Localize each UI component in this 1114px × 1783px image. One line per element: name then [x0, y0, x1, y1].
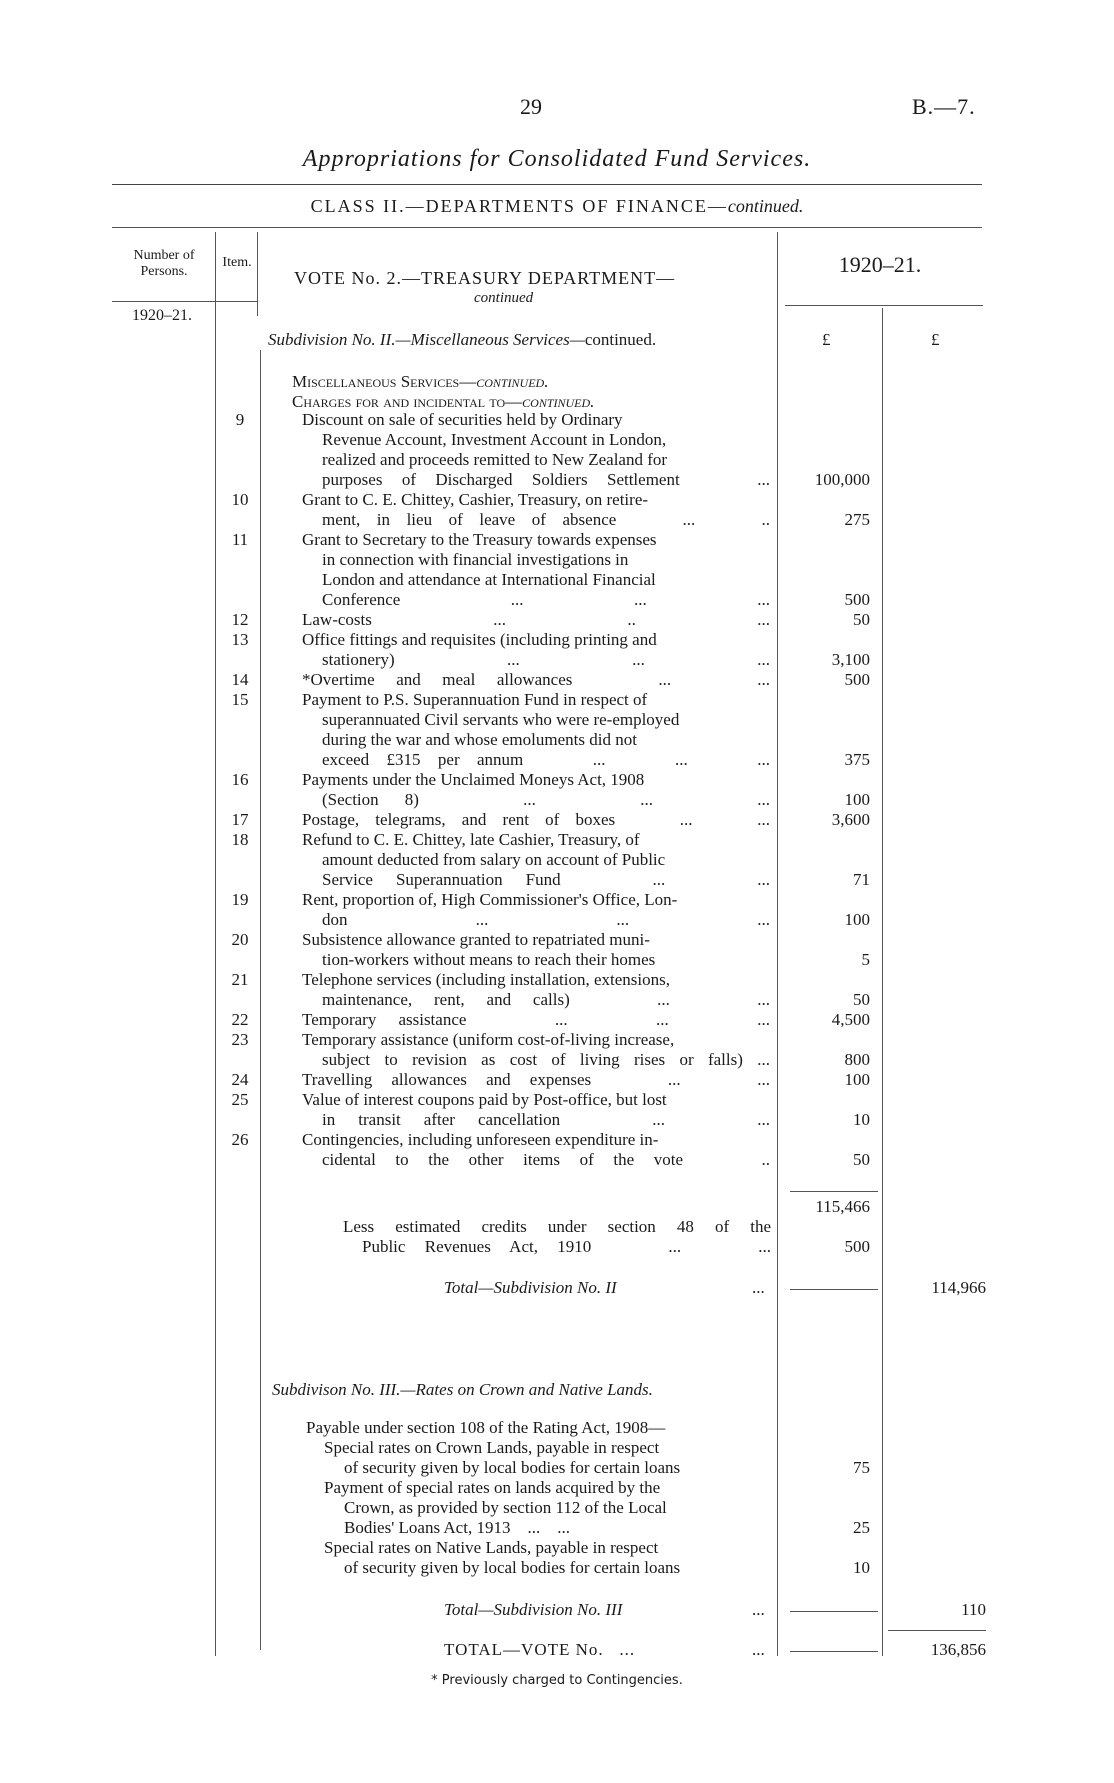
item-number: 14	[231, 670, 249, 689]
item-description	[302, 690, 770, 770]
page-title: Appropriations for Consolidated Fund Services.	[302, 146, 812, 172]
item-description-line: ment, in lieu of leave of absence ... ..	[322, 510, 770, 529]
item-description-line: Special rates on Native Lands, payable in respect	[324, 1538, 659, 1557]
item-description-line: cidental to the other items of the vote ..	[322, 1150, 770, 1169]
subdivision-3-total-label: Total—Subdivision No. III	[444, 1600, 623, 1619]
grand-total-rule	[790, 1651, 878, 1652]
item-number: 22	[231, 1010, 249, 1029]
page-number: 29	[520, 94, 542, 119]
item-amount: 5	[861, 950, 870, 969]
item-amount: 25	[853, 1518, 870, 1537]
item-number: 26	[231, 1130, 249, 1149]
item-description-line: Special rates on Crown Lands, payable in respect	[324, 1438, 660, 1457]
grand-total-top-rule	[888, 1630, 986, 1631]
item-description-line: in connection with financial investigations in	[322, 550, 629, 569]
item-description-line: *Overtime and meal allowances ... ...	[302, 670, 770, 689]
number-of-persons-header: Number of Persons.	[133, 248, 195, 279]
item-description-line: during the war and whose emoluments did not	[322, 730, 637, 749]
item-number: 19	[231, 890, 249, 909]
item-number: 16	[231, 770, 249, 789]
item-amount: 100	[844, 910, 870, 929]
item-description-line: Payments under the Unclaimed Moneys Act, 1908	[302, 770, 645, 789]
item-description	[324, 1538, 770, 1578]
pound-header-2: £	[931, 330, 940, 349]
item-description-line: (Section 8) ... ... ...	[322, 790, 770, 809]
less-credits-line-1: Less estimated credits under section 48 of the	[343, 1217, 771, 1236]
item-description-line: Payment to P.S. Superannuation Fund in respect of	[302, 690, 648, 709]
item-number: 12	[231, 610, 249, 629]
item-number: 15	[231, 690, 249, 709]
item-description-line: Contingencies, including unforeseen expenditure in-	[302, 1130, 659, 1149]
item-description	[324, 1478, 770, 1538]
item-amount: 100,000	[814, 470, 870, 489]
item-number: 9	[235, 410, 245, 429]
item-amount: 50	[853, 1150, 870, 1169]
item-description-line: tion-workers without means to reach their homes	[322, 950, 656, 969]
item-description	[302, 1090, 770, 1130]
less-credits-line-2: Public Revenues Act, 1910 ... ...	[362, 1237, 771, 1256]
item-description-line: Bodies' Loans Act, 1913 ... ...	[344, 1518, 570, 1537]
subdivision-2-title-cont: continued.	[584, 330, 657, 349]
persons-under-rule	[112, 301, 257, 302]
item-amount: 71	[853, 870, 870, 889]
charges-heading	[292, 392, 594, 412]
amount-col-line	[882, 308, 883, 1656]
item-description	[302, 610, 770, 630]
year-header: 1920–21.	[838, 252, 922, 277]
charges-text: Charges for and incidental to—	[292, 392, 523, 411]
misc-services-cont: continued.	[476, 372, 549, 391]
subdivision-3-total: 110	[961, 1600, 986, 1619]
item-number: 25	[231, 1090, 249, 1109]
item-description-line: Subsistence allowance granted to repatriated muni-	[302, 930, 650, 949]
item-number: 21	[231, 970, 249, 989]
item-description	[302, 630, 770, 670]
item-description-line: Service Superannuation Fund ... ...	[322, 870, 770, 889]
item-number: 11	[231, 530, 249, 549]
grand-total-label: TOTAL—VOTE No. ...	[444, 1640, 636, 1659]
subdivision-2-total: 114,966	[931, 1278, 986, 1297]
subdivision-2-total-label: Total—Subdivision No. II	[444, 1278, 617, 1297]
item-description	[302, 530, 770, 610]
item-number: 17	[231, 810, 249, 829]
item-description-line: Crown, as provided by section 112 of the Local	[344, 1498, 667, 1517]
item-description-line: in transit after cancellation ... ...	[322, 1110, 770, 1129]
item-description	[302, 490, 770, 530]
subdivision-3-intro: Payable under section 108 of the Rating Act, 1908—	[306, 1418, 666, 1437]
subdivision-2-subtotal: 115,466	[815, 1197, 870, 1216]
subtotal-rule	[790, 1191, 878, 1192]
item-description	[302, 1070, 770, 1090]
item-amount: 375	[844, 750, 870, 769]
item-description-line: subject to revision as cost of living rises or falls) ...	[322, 1050, 770, 1069]
item-description	[324, 1438, 770, 1478]
item-description-line: of security given by local bodies for certain loans	[344, 1458, 681, 1477]
item-description	[302, 830, 770, 890]
item-amount: 3,600	[831, 810, 870, 829]
item-number: 13	[231, 630, 249, 649]
subdivision-2-title-text: Subdivision No. II.—Miscellaneous Services—	[268, 330, 585, 349]
subdivision-2-title	[268, 330, 656, 350]
subdivision-2-total-dots: ...	[752, 1278, 765, 1297]
item-description-line: Postage, telegrams, and rent of boxes ... ...	[302, 810, 770, 829]
subdivision-3-total-dots: ...	[752, 1600, 765, 1619]
item-description-line: of security given by local bodies for certain loans	[344, 1558, 681, 1577]
item-number: 24	[231, 1070, 249, 1089]
item-description-line: exceed £315 per annum ... ... ...	[322, 750, 770, 769]
item-description-line: Rent, proportion of, High Commissioner's Office, Lon-	[302, 890, 678, 909]
item-amount: 275	[844, 510, 870, 529]
item-description	[302, 1130, 770, 1170]
table-top-rule	[112, 227, 982, 228]
item-amount: 10	[853, 1558, 870, 1577]
item-description-line: Office fittings and requisites (including printing and	[302, 630, 657, 649]
page-code: B.—7.	[912, 94, 976, 119]
item-description-line: Value of interest coupons paid by Post-office, but lost	[302, 1090, 667, 1109]
item-amount: 800	[844, 1050, 870, 1069]
item-description-line: Refund to C. E. Chittey, late Cashier, Treasury, of	[302, 830, 640, 849]
grand-total-amount: 136,856	[930, 1640, 986, 1659]
charges-cont: continued.	[522, 392, 595, 411]
item-amount: 100	[844, 1070, 870, 1089]
item-amount: 4,500	[831, 1010, 870, 1029]
class-title-cont: continued.	[727, 196, 804, 216]
item-description-line: don ... ... ...	[322, 910, 770, 929]
class-title-text: CLASS II.—DEPARTMENTS OF FINANCE—	[310, 196, 728, 216]
item-description-line: superannuated Civil servants who were re-employed	[322, 710, 680, 729]
item-description-line: amount deducted from salary on account of Public	[322, 850, 666, 869]
item-number: 20	[231, 930, 249, 949]
item-col-line	[257, 232, 258, 316]
item-description-line: Telephone services (including installation, extensions,	[302, 970, 670, 989]
item-description-line: Law-costs ... .. ...	[302, 610, 770, 629]
item-amount: 10	[853, 1110, 870, 1129]
item-amount: 500	[844, 670, 870, 689]
item-amount: 3,100	[831, 650, 870, 669]
item-amount: 100	[844, 790, 870, 809]
item-description-line: Grant to Secretary to the Treasury towards expenses	[302, 530, 657, 549]
title-rule	[112, 184, 982, 185]
item-description-line: purposes of Discharged Soldiers Settlement ...	[322, 470, 770, 489]
grand-total-dots: ...	[752, 1640, 765, 1659]
vote-title: VOTE No. 2.—TREASURY DEPARTMENT—	[294, 268, 676, 288]
year-under-rule	[785, 305, 983, 306]
pound-header-1: £	[822, 330, 831, 349]
item-description	[302, 930, 770, 970]
misc-services-heading	[292, 372, 548, 392]
item-description	[302, 970, 770, 1010]
item-header: Item.	[222, 255, 252, 270]
item-amount: 50	[853, 610, 870, 629]
subdivision-3-total-rule	[790, 1611, 878, 1612]
misc-services-text: Miscellaneous Services—	[292, 372, 477, 391]
desc-col-line	[777, 232, 778, 1656]
item-description-line: realized and proceeds remitted to New Zealand for	[322, 450, 668, 469]
item-description-line: Discount on sale of securities held by Ordinary	[302, 410, 623, 429]
footnote: * Previously charged to Contingencies.	[431, 1673, 683, 1688]
item-description	[302, 1010, 770, 1030]
persons-year-header: 1920–21.	[132, 307, 192, 324]
item-description-line: stationery) ... ... ...	[322, 650, 770, 669]
item-number: 10	[231, 490, 249, 509]
item-description-line: maintenance, rent, and calls) ... ...	[322, 990, 770, 1009]
subdivision-2-total-rule	[790, 1289, 878, 1290]
item-description	[302, 1030, 770, 1070]
item-description-line: Grant to C. E. Chittey, Cashier, Treasury, on retire-	[302, 490, 649, 509]
item-amount: 500	[844, 590, 870, 609]
item-description-line: Conference ... ... ...	[322, 590, 770, 609]
item-description-line: Revenue Account, Investment Account in London,	[322, 430, 667, 449]
item-amount: 75	[853, 1458, 870, 1477]
item-description	[302, 670, 770, 690]
item-description	[302, 890, 770, 930]
item-description-line: Payment of special rates on lands acquired by the	[324, 1478, 661, 1497]
item-description-line: London and attendance at International Financial	[322, 570, 656, 589]
item-description-line: Temporary assistance (uniform cost-of-living increase,	[302, 1030, 675, 1049]
item-amount: 50	[853, 990, 870, 1009]
vote-title-continued: continued	[474, 290, 534, 306]
item-description-line: Travelling allowances and expenses ... ...	[302, 1070, 770, 1089]
item-description	[302, 810, 770, 830]
item-number: 23	[231, 1030, 249, 1049]
subdivision-3-title: Subdivison No. III.—Rates on Crown and Native Lands.	[272, 1380, 653, 1399]
item-description	[302, 770, 770, 810]
item-description	[302, 410, 770, 490]
less-credits-amount: 500	[844, 1237, 870, 1256]
item-number: 18	[231, 830, 249, 849]
item-description-line: Temporary assistance ... ... ...	[302, 1010, 770, 1029]
class-title	[0, 196, 1114, 217]
